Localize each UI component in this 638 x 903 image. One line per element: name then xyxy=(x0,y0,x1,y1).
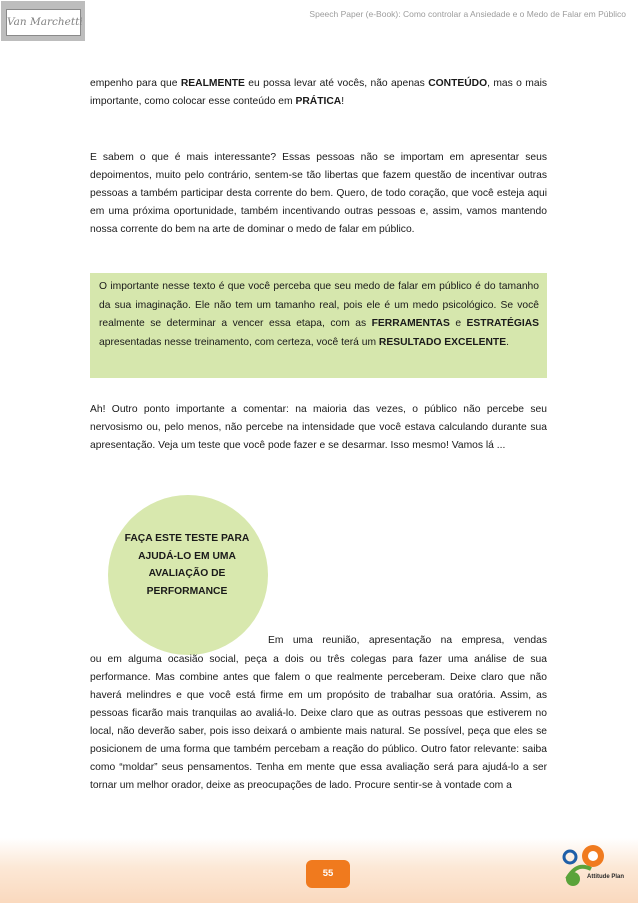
highlight-box xyxy=(90,273,547,378)
highlight-text-c: apresentadas nesse treinamento, com certeza, você terá um xyxy=(99,336,379,348)
paragraph-1-bold-a: REALMENTE xyxy=(180,78,245,89)
page-number-badge: 55 xyxy=(306,860,350,888)
paragraph-1-text-b: eu possa levar até vocês, não apenas xyxy=(244,78,429,89)
paragraph-3: Ah! Outro ponto importante a comentar: na maioria das vezes, o público não percebe seu nervosismo ou, pelo menos, não percebe na intensidade que você estava calculando durante sua apresentação. Veja um teste que você pode fazer e se desarmar. Isso mesmo! Vamos lá ... xyxy=(90,404,547,451)
paragraph-4: ou em alguma ocasião social, peça a dois ou três colegas para fazer uma análise de sua performance. Mas combine antes que falem o que realmente perceberam. Deixe claro que não haverá melindres e que você está firme em um propósito de trabalhar sua oratória. Assim, as pessoas ficarão mais tranquilas ao avaliá-lo. Deixe claro que as outras pessoas que estiverem no local, não deverão saber, pois isso deixará o ambiente mais natural. Se possível, peça que eles se posicionem de uma forma que também percebam a reação do público. Outro fator relevante: saiba como “moldar” seus pensamentos. Tenha em mente que essa avaliação será para ajudá-lo a ser tornar um melhor orador, deixe as preocupações de lado. Procure sentir-se à vontade com a xyxy=(90,654,547,791)
highlight-bold-c: RESULTADO EXCELENTE xyxy=(378,336,507,348)
paragraph-1-text-c: , mas o mais importante, como colocar esse conteúdo em xyxy=(90,78,548,107)
highlight-text-a: O importante nesse texto é que você perceba que seu medo de falar em público é do tamanho da sua imaginação. Ele não tem um tamanho real, pois ele é um medo psicológico. Se você realmente se determinar a vencer essa etapa, com as xyxy=(99,281,539,329)
paragraph-1-text-d: ! xyxy=(341,96,345,107)
attitude-plan-logo-icon xyxy=(561,843,625,891)
highlight-text-d: . xyxy=(506,336,509,348)
document-header-title: Speech Paper (e-Book): Como controlar a Ansiedade e o Medo de Falar em Público xyxy=(309,9,626,19)
author-logo xyxy=(1,1,85,41)
paragraph-4-first-line: Em uma reunião, apresentação na empresa, vendas xyxy=(268,635,547,646)
paragraph-1-bold-c: PRÁTICA xyxy=(295,96,342,107)
paragraph-1-text-a: empenho para que xyxy=(90,78,181,89)
highlight-text xyxy=(99,278,539,352)
paragraph-2: E sabem o que é mais interessante? Essas pessoas não se importam em apresentar seus depoimentos, muito pelo contrário, sentem-se tão libertas que fazem questão de incentivar outras pessoas a também participar desta corrente do bem. Quero, de todo coração, que você esteja aqui em uma próxima oportunidade, também incentivando outras pessoas e, assim, vamos mantendo nossa corrente do bem na arte de dominar o medo de falar em público. xyxy=(90,152,547,235)
highlight-bold-a: FERRAMENTAS xyxy=(371,318,450,329)
paragraph-1 xyxy=(90,75,547,111)
author-logo-text: Van Marchetti xyxy=(6,9,81,36)
highlight-bold-b: ESTRATÉGIAS xyxy=(466,318,540,329)
highlight-text-b: e xyxy=(449,318,467,329)
test-callout-text: FAÇA ESTE TESTE PARA AJUDÁ-LO EM UMA AVALIAÇÃO DE PERFORMANCE xyxy=(124,533,250,597)
brand-name: Attitude Plan xyxy=(587,874,624,880)
paragraph-1-bold-b: CONTEÚDO xyxy=(428,78,488,89)
